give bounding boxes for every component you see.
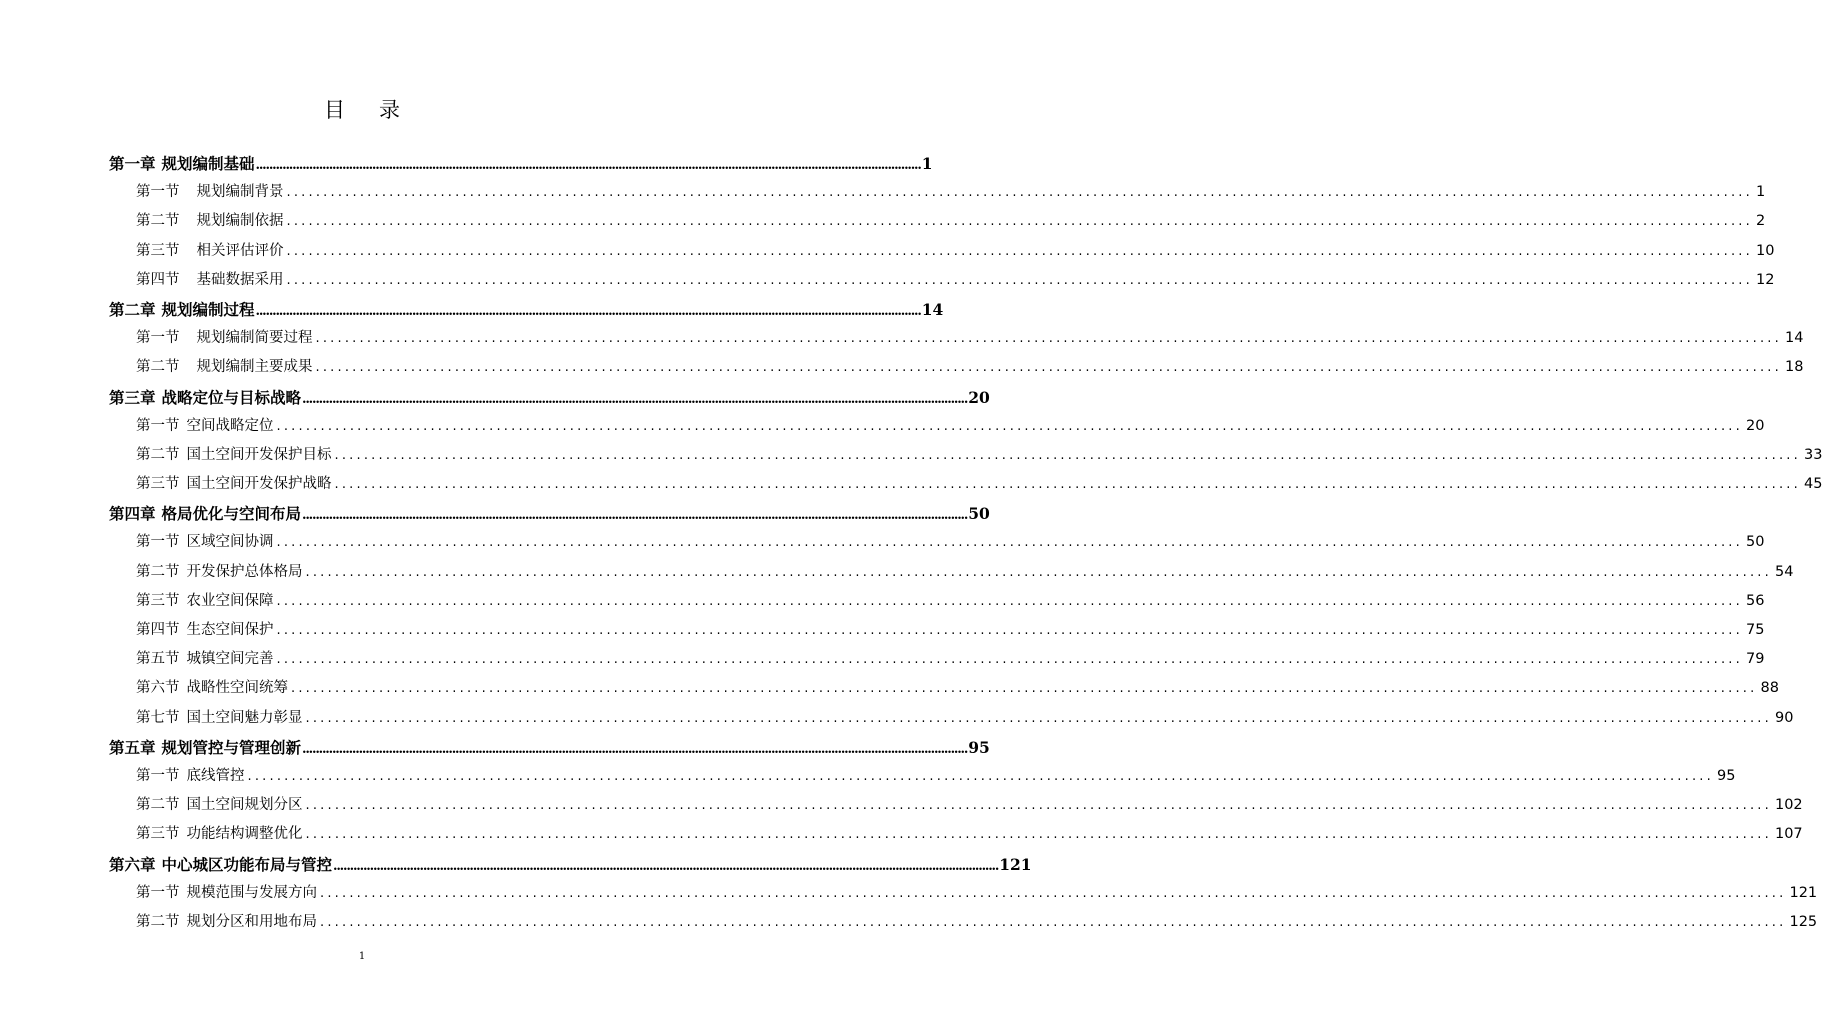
toc-chapter-entry[interactable]	[109, 850, 1032, 879]
toc-chapter-entry[interactable]	[109, 295, 944, 324]
toc-entry-number: 第一节	[136, 184, 180, 201]
toc-leader-dots: ........................................................................................................................................................................................................	[286, 243, 1753, 259]
toc-entry-page: 50	[968, 504, 990, 524]
toc-chapter-entry[interactable]	[109, 149, 933, 178]
toc-entry-page: 14	[1784, 330, 1804, 347]
toc-entry-label: 战略性空间统筹	[186, 680, 288, 697]
toc-entry-page: 12	[1755, 271, 1775, 288]
toc-leader-dots: ........................................................................................................................................................................................................	[305, 798, 1772, 814]
toc-entry-label: 功能结构调整优化	[186, 826, 303, 843]
toc-entry-number: 第一节	[136, 417, 180, 434]
toc-entry-page: 79	[1745, 651, 1765, 668]
toc-entry-label: 战略定位与目标战略	[161, 387, 302, 407]
toc-entry-number: 第七节	[136, 709, 180, 726]
toc-entry-page: 18	[1784, 359, 1804, 376]
toc-section-entry[interactable]	[109, 879, 1818, 908]
toc-entry-page: 20	[1745, 417, 1765, 434]
toc-entry-number: 第二节	[136, 213, 180, 230]
toc-leader-dots: ........................................................................................................................................................................................................	[315, 360, 1782, 376]
toc-entry-number: 第二节	[136, 913, 180, 930]
toc-leader-dots: ........................................................................................................................................................................................................	[302, 741, 968, 757]
toc-leader-dots: ........................................................................................................................................................................................................	[333, 858, 999, 874]
toc-entry-label: 国土空间开发保护目标	[186, 446, 332, 463]
toc-entry-label: 中心城区功能布局与管控	[161, 854, 333, 874]
toc-section-entry[interactable]	[109, 762, 1736, 791]
toc-leader-dots: ........................................................................................................................................................................................................	[315, 331, 1782, 347]
toc-entry-page: 95	[968, 737, 990, 757]
toc-chapter-entry[interactable]	[109, 499, 990, 528]
toc-entry-number: 第一节	[136, 884, 180, 901]
toc-entry-number: 第五节	[136, 651, 180, 668]
toc-leader-dots: ........................................................................................................................................................................................................	[320, 914, 1787, 930]
toc-entry-label: 国土空间开发保护战略	[186, 476, 332, 493]
toc-entry-number: 第一节	[136, 534, 180, 551]
toc-entry-number: 第三节	[136, 826, 180, 843]
toc-entry-page: 95	[1716, 767, 1736, 784]
toc-entry-label: 底线管控	[186, 767, 245, 784]
toc-section-entry[interactable]	[109, 587, 1765, 616]
toc-section-entry[interactable]	[109, 908, 1818, 937]
toc-chapter-entry[interactable]	[109, 733, 990, 762]
toc-entry-label: 规划编制主要成果	[196, 359, 313, 376]
toc-entry-page: 1	[1755, 184, 1766, 201]
toc-entry-label: 格局优化与空间布局	[161, 504, 302, 524]
toc-section-entry[interactable]	[109, 441, 1823, 470]
toc-entry-page: 88	[1760, 680, 1779, 697]
toc-entry-number: 第六节	[136, 680, 180, 697]
toc-entry-label: 规划管控与管理创新	[161, 737, 302, 757]
toc-section-entry[interactable]	[109, 470, 1823, 499]
toc-entry-label: 开发保护总体格局	[186, 563, 303, 580]
toc-section-entry[interactable]	[109, 704, 1794, 733]
toc-entry-page: 102	[1774, 797, 1803, 814]
toc-entry-page: 75	[1745, 622, 1765, 638]
toc-entry-page: 90	[1774, 709, 1794, 726]
toc-entry-page: 2	[1755, 213, 1766, 230]
toc-entry-label: 城镇空间完善	[186, 651, 274, 668]
toc-section-entry[interactable]	[109, 412, 1765, 441]
toc-leader-dots: ........................................................................................................................................................................................................	[276, 418, 1743, 434]
toc-entry-label: 规划编制依据	[196, 213, 284, 230]
toc-entry-label: 规划分区和用地布局	[186, 913, 317, 930]
toc-section-entry[interactable]	[109, 178, 1766, 207]
toc-entry-number: 第一节	[136, 330, 180, 347]
toc-entry-label: 国土空间规划分区	[186, 797, 303, 814]
toc-entry-label: 区域空间协调	[186, 534, 274, 551]
toc-leader-dots: ........................................................................................................................................................................................................	[302, 508, 968, 524]
toc-leader-dots: ........................................................................................................................................................................................................	[320, 885, 1787, 901]
page-number: 1	[358, 951, 366, 962]
toc-entry-page: 45	[1803, 476, 1823, 493]
toc-section-entry[interactable]	[109, 237, 1775, 266]
toc-entry-number: 第三章	[109, 387, 156, 407]
toc-leader-dots: ........................................................................................................................................................................................................	[276, 623, 1743, 638]
toc-section-entry[interactable]	[109, 266, 1775, 295]
toc-entry-label: 相关评估评价	[196, 242, 284, 259]
toc-section-entry[interactable]	[109, 207, 1766, 236]
toc-entry-label: 基础数据采用	[196, 271, 284, 288]
toc-entry-number: 第二节	[136, 446, 180, 463]
toc-section-entry[interactable]	[109, 820, 1803, 849]
toc-section-entry[interactable]	[109, 791, 1803, 820]
toc-entry-number: 第一节	[136, 767, 180, 784]
toc-entry-page: 10	[1755, 242, 1775, 259]
toc-entry-number: 第二节	[136, 359, 180, 376]
toc-entry-page: 33	[1803, 446, 1823, 463]
toc-leader-dots: ........................................................................................................................................................................................................	[305, 710, 1772, 726]
toc-entry-number: 第四节	[136, 622, 180, 638]
toc-leader-dots: ........................................................................................................................................................................................................	[276, 593, 1743, 609]
toc-entry-page: 125	[1789, 913, 1818, 930]
toc-section-entry[interactable]	[109, 528, 1765, 557]
toc-entry-label: 空间战略定位	[186, 417, 274, 434]
toc-entry-page: 54	[1774, 563, 1794, 580]
toc-entry-number: 第六章	[109, 854, 156, 874]
toc-section-entry[interactable]	[109, 645, 1765, 674]
toc-leader-dots: ........................................................................................................................................................................................................	[255, 303, 921, 319]
toc-entry-number: 第一章	[109, 154, 156, 173]
toc-entry-page: 56	[1745, 592, 1765, 609]
toc-leader-dots: ........................................................................................................................................................................................................	[255, 158, 921, 173]
toc-leader-dots: ........................................................................................................................................................................................................	[286, 185, 1753, 201]
toc-section-entry[interactable]	[109, 324, 1804, 353]
toc-entry-number: 第二章	[109, 299, 156, 319]
toc-entry-page: 20	[968, 387, 990, 407]
toc-entry-page: 50	[1745, 534, 1765, 551]
toc-entry-page: 1	[921, 154, 933, 173]
toc-leader-dots: ........................................................................................................................................................................................................	[286, 272, 1753, 288]
toc-entry-page: 107	[1774, 826, 1803, 843]
toc-leader-dots: ........................................................................................................................................................................................................	[305, 564, 1772, 580]
toc-entry-label: 生态空间保护	[186, 622, 274, 638]
toc-leader-dots: ........................................................................................................................................................................................................	[286, 214, 1753, 230]
toc-entry-page: 121	[1789, 884, 1818, 901]
toc-entry-number: 第四章	[109, 504, 156, 524]
toc-leader-dots: ........................................................................................................................................................................................................	[276, 535, 1743, 551]
toc-entry-label: 规划编制基础	[161, 154, 255, 173]
toc-section-entry[interactable]	[109, 558, 1794, 587]
toc-section-entry[interactable]	[109, 353, 1804, 382]
toc-leader-dots: ........................................................................................................................................................................................................	[334, 477, 1801, 493]
toc-entry-page: 14	[921, 299, 944, 319]
toc-entry-number: 第二节	[136, 563, 180, 580]
page-title: 目录	[324, 98, 434, 122]
toc-entry-number: 第三节	[136, 242, 180, 259]
toc-entry-label: 规划编制背景	[196, 184, 284, 201]
table-of-contents	[109, 149, 1823, 937]
toc-leader-dots: ........................................................................................................................................................................................................	[334, 447, 1801, 463]
toc-section-entry[interactable]	[109, 616, 1765, 645]
toc-entry-number: 第三节	[136, 476, 180, 493]
toc-section-entry[interactable]	[109, 674, 1779, 703]
toc-entry-label: 规模范围与发展方向	[186, 884, 317, 901]
toc-entry-label: 规划编制过程	[161, 299, 255, 319]
toc-leader-dots: ........................................................................................................................................................................................................	[291, 681, 1758, 697]
toc-entry-number: 第五章	[109, 737, 156, 757]
toc-chapter-entry[interactable]	[109, 383, 990, 412]
toc-entry-label: 规划编制简要过程	[196, 330, 313, 347]
toc-leader-dots: ........................................................................................................................................................................................................	[302, 391, 968, 407]
toc-entry-number: 第四节	[136, 271, 180, 288]
toc-leader-dots: ........................................................................................................................................................................................................	[247, 768, 1714, 784]
toc-entry-number: 第二节	[136, 797, 180, 814]
toc-entry-label: 国土空间魅力彰显	[186, 709, 303, 726]
toc-leader-dots: ........................................................................................................................................................................................................	[276, 652, 1743, 668]
toc-entry-label: 农业空间保障	[186, 592, 274, 609]
toc-leader-dots: ........................................................................................................................................................................................................	[305, 827, 1772, 843]
toc-entry-number: 第三节	[136, 592, 180, 609]
toc-entry-page: 121	[999, 854, 1032, 874]
